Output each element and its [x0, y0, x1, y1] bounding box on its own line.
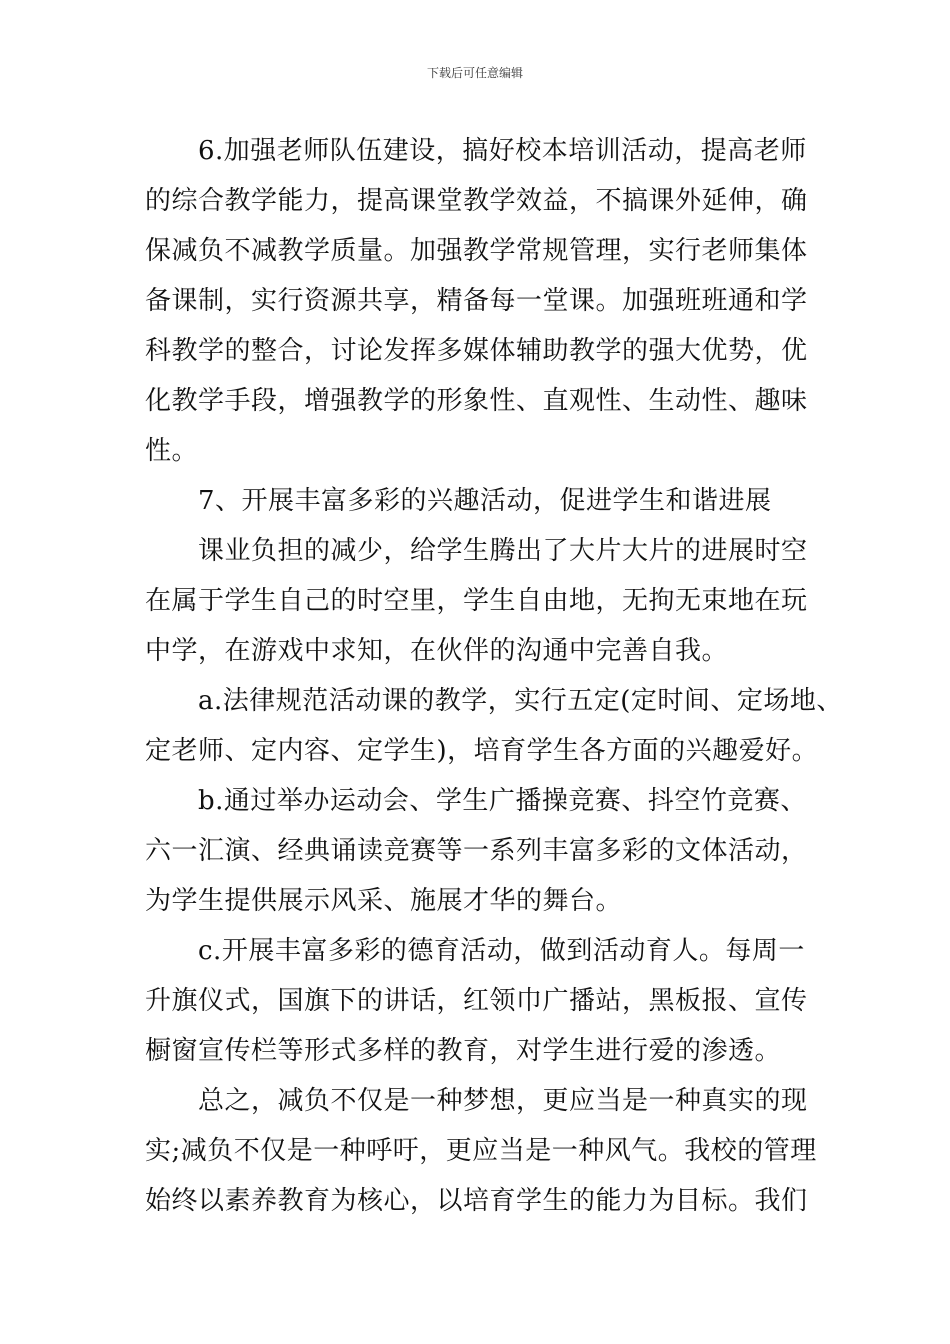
body-line: 总之，减负不仅是一种梦想，更应当是一种真实的现	[145, 1086, 808, 1116]
body-line: 中学，在游戏中求知，在伙伴的沟通中完善自我。	[145, 636, 729, 666]
body-line: c.开展丰富多彩的德育活动，做到活动育人。每周一	[145, 936, 805, 966]
body-line: 六一汇演、经典诵读竞赛等一系列丰富多彩的文体活动，	[145, 836, 808, 866]
body-line: 橱窗宣传栏等形式多样的教育，对学生进行爱的渗透。	[145, 1036, 782, 1066]
body-line: 实;减负不仅是一种呼吁，更应当是一种风气。我校的管理	[145, 1136, 817, 1166]
body-line: 科教学的整合，讨论发挥多媒体辅助教学的强大优势，优	[145, 336, 808, 366]
body-line: 在属于学生自己的时空里，学生自由地，无拘无束地在玩	[145, 586, 808, 616]
body-line: 保减负不减教学质量。加强教学常规管理，实行老师集体	[145, 236, 808, 266]
body-line: 为学生提供展示风采、施展才华的舞台。	[145, 886, 623, 916]
body-line: 性。	[145, 436, 199, 466]
page-header: 下载后可任意编辑	[426, 66, 523, 80]
body-line: 7、开展丰富多彩的兴趣活动，促进学生和谐进展	[145, 486, 772, 516]
body-line: 备课制，实行资源共享，精备每一堂课。加强班班通和学	[145, 286, 808, 316]
body-line: 课业负担的减少，给学生腾出了大片大片的进展时空	[145, 536, 808, 566]
body-line: b.通过举办运动会、学生广播操竞赛、抖空竹竞赛、	[145, 786, 807, 816]
body-line: 6.加强老师队伍建设，搞好校本培训活动，提高老师	[145, 136, 807, 166]
body-line: 化教学手段，增强教学的形象性、直观性、生动性、趣味	[145, 386, 808, 416]
body-line: 定老师、定内容、定学生)，培育学生各方面的兴趣爱好。	[145, 736, 819, 766]
body-line: 的综合教学能力，提高课堂教学效益，不搞课外延伸，确	[145, 186, 808, 216]
document-body	[145, 126, 843, 1226]
body-line: 升旗仪式，国旗下的讲话，红领巾广播站，黑板报、宣传	[145, 986, 808, 1016]
body-line: 始终以素养教育为核心，以培育学生的能力为目标。我们	[145, 1186, 808, 1216]
body-line: a.法律规范活动课的教学，实行五定(定时间、定场地、	[145, 686, 843, 716]
